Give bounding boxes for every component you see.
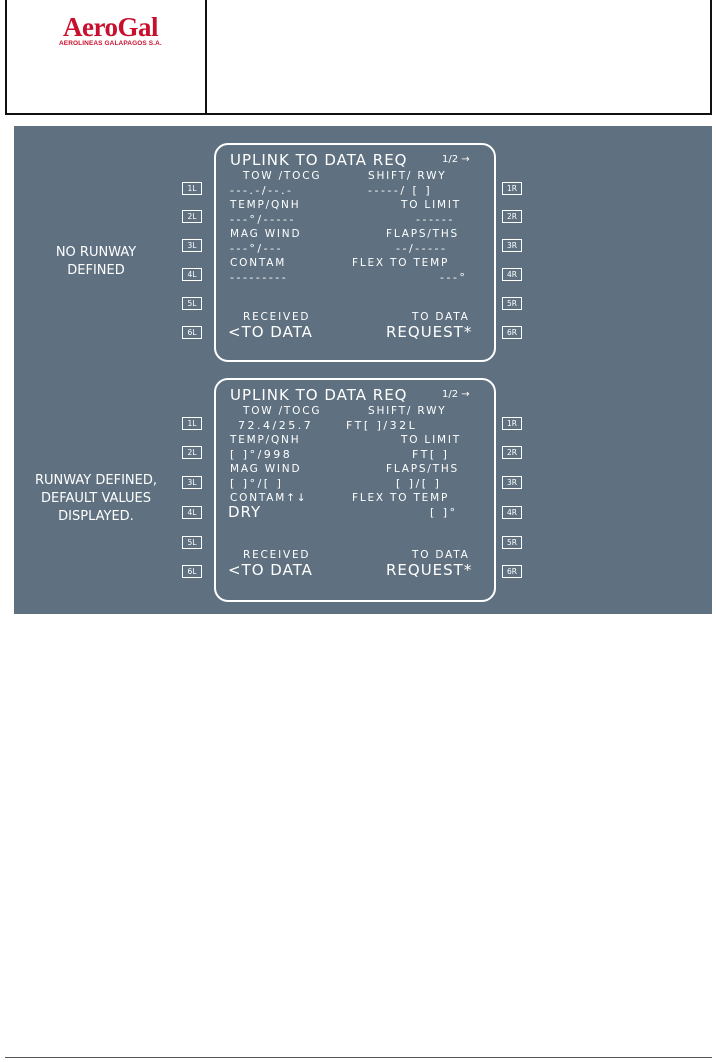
tow-value: 72.4/25.7: [238, 419, 314, 432]
to-data-request-prompt[interactable]: REQUEST*: [386, 323, 473, 341]
to-limit-label: TO LIMIT: [401, 434, 461, 446]
mag-wind-label: MAG WIND: [230, 463, 302, 475]
received-to-data-prompt[interactable]: <TO DATA: [228, 323, 313, 341]
to-limit-value: ------: [416, 213, 455, 226]
tow-label: TOW /TOCG: [243, 405, 322, 417]
lsk-4r[interactable]: 4R: [502, 268, 522, 281]
logo-tagline: AEROLINEAS GALAPAGOS S.A.: [59, 40, 162, 47]
temp-qnh-label: TEMP/QNH: [230, 199, 301, 211]
lsk-3r[interactable]: 3R: [502, 476, 522, 489]
side-caption-line: DEFAULT VALUES: [41, 491, 151, 506]
contam-label: CONTAM↑↓: [230, 492, 308, 504]
shift-rwy-label: SHIFT/ RWY: [368, 170, 447, 182]
lsk-3l[interactable]: 3L: [182, 239, 202, 252]
shift-rwy-label: SHIFT/ RWY: [368, 405, 447, 417]
lsk-3l[interactable]: 3L: [182, 476, 202, 489]
mcdu-figure-panel: [14, 126, 712, 614]
side-caption-line: DISPLAYED.: [58, 509, 134, 524]
mag-wind-value: ---°/---: [230, 242, 284, 255]
logo-wordmark: AeroGal: [63, 12, 158, 42]
flaps-ths-value: [ ]/[ ]: [396, 477, 442, 490]
to-data-label: TO DATA: [412, 549, 470, 561]
side-caption-line: RUNWAY DEFINED,: [35, 473, 157, 488]
lsk-1r[interactable]: 1R: [502, 417, 522, 430]
received-to-data-prompt[interactable]: <TO DATA: [228, 561, 313, 579]
lsk-6l[interactable]: 6L: [182, 565, 202, 578]
lsk-6r[interactable]: 6R: [502, 326, 522, 339]
flaps-ths-value: --/-----: [396, 242, 448, 255]
flex-to-temp-label: FLEX TO TEMP: [352, 492, 450, 504]
mcdu-screen-no-runway: [214, 143, 496, 362]
side-caption-top: [36, 244, 156, 280]
shift-rwy-value: FT[ ]/32L: [346, 419, 418, 432]
lsk-1l[interactable]: 1L: [182, 182, 202, 195]
lsk-5r[interactable]: 5R: [502, 536, 522, 549]
lsk-2l[interactable]: 2L: [182, 210, 202, 223]
side-caption-bottom: [16, 472, 176, 526]
contam-label: CONTAM: [230, 257, 287, 269]
lsk-6l[interactable]: 6L: [182, 326, 202, 339]
lsk-5r[interactable]: 5R: [502, 297, 522, 310]
screen-title: UPLINK TO DATA REQ: [230, 386, 408, 404]
temp-qnh-label: TEMP/QNH: [230, 434, 301, 446]
lsk-4l[interactable]: 4L: [182, 506, 202, 519]
tow-value: ---.-/--.-: [230, 184, 294, 197]
lsk-5l[interactable]: 5L: [182, 297, 202, 310]
lsk-2r[interactable]: 2R: [502, 446, 522, 459]
lsk-4r[interactable]: 4R: [502, 506, 522, 519]
page-indicator: 1/2 →: [442, 389, 470, 400]
mag-wind-value: [ ]°/[ ]: [230, 477, 284, 490]
temp-qnh-value: ---°/-----: [230, 213, 296, 226]
flaps-ths-label: FLAPS/THS: [386, 463, 460, 475]
flaps-ths-label: FLAPS/THS: [386, 228, 460, 240]
contam-value: ---------: [230, 271, 289, 284]
contam-value: DRY: [228, 503, 262, 521]
document-header: [5, 0, 712, 115]
to-limit-label: TO LIMIT: [401, 199, 461, 211]
received-label: RECEIVED: [243, 311, 311, 323]
lsk-5l[interactable]: 5L: [182, 536, 202, 549]
lsk-1r[interactable]: 1R: [502, 182, 522, 195]
aerogal-logo: [27, 12, 197, 52]
footer-rule: [5, 1057, 712, 1058]
header-divider: [205, 0, 207, 113]
to-limit-value: FT[ ]: [412, 448, 450, 461]
shift-rwy-value: -----/ [ ]: [368, 184, 433, 197]
to-data-label: TO DATA: [412, 311, 470, 323]
temp-qnh-value: [ ]°/998: [230, 448, 293, 461]
lsk-2r[interactable]: 2R: [502, 210, 522, 223]
to-data-request-prompt[interactable]: REQUEST*: [386, 561, 473, 579]
mag-wind-label: MAG WIND: [230, 228, 302, 240]
side-caption-line: NO RUNWAY: [55, 245, 137, 260]
flex-to-temp-value: ---°: [440, 271, 468, 284]
received-label: RECEIVED: [243, 549, 311, 561]
flex-to-temp-value: [ ]°: [430, 506, 458, 519]
mcdu-screen-runway-defined: [214, 378, 496, 602]
page-indicator: 1/2 →: [442, 154, 470, 165]
screen-title: UPLINK TO DATA REQ: [230, 151, 408, 169]
lsk-3r[interactable]: 3R: [502, 239, 522, 252]
lsk-6r[interactable]: 6R: [502, 565, 522, 578]
flex-to-temp-label: FLEX TO TEMP: [352, 257, 450, 269]
lsk-4l[interactable]: 4L: [182, 268, 202, 281]
lsk-1l[interactable]: 1L: [182, 417, 202, 430]
tow-label: TOW /TOCG: [243, 170, 322, 182]
lsk-2l[interactable]: 2L: [182, 446, 202, 459]
side-caption-line: DEFINED: [67, 263, 125, 278]
